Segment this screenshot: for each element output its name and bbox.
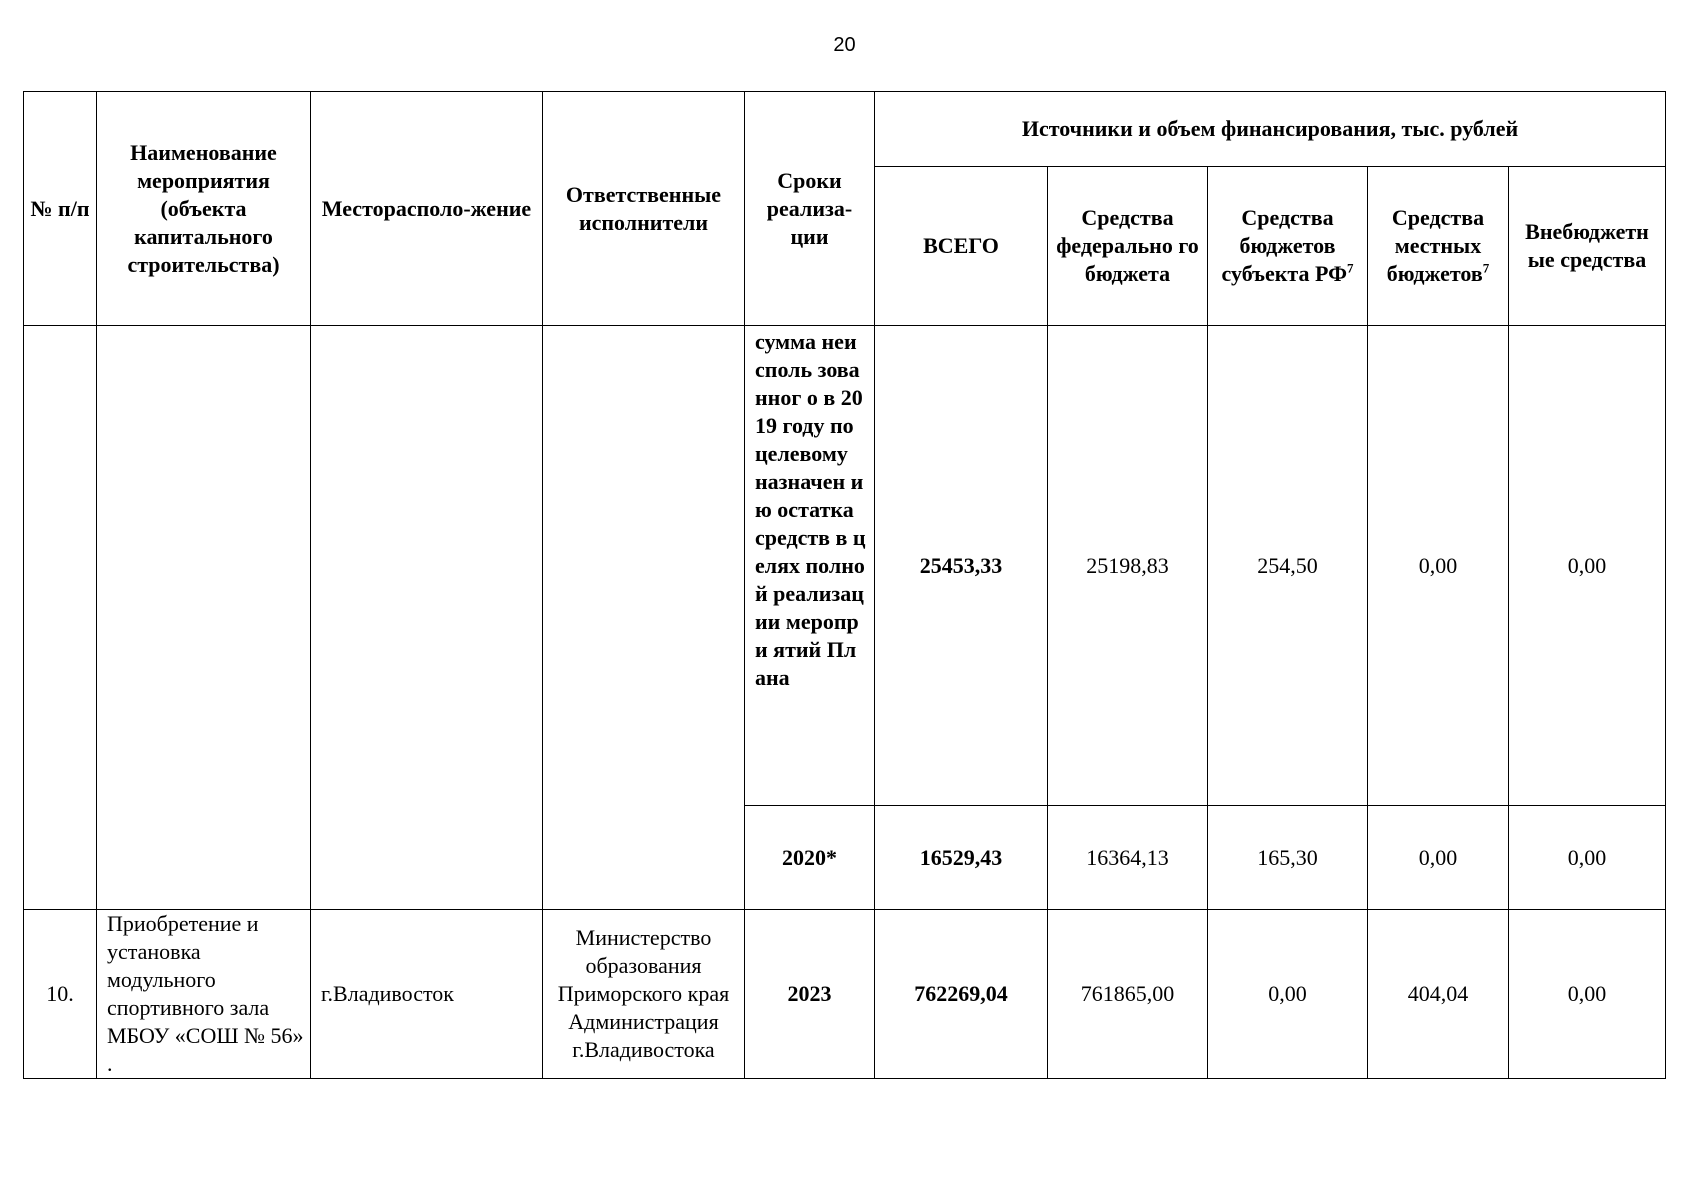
cell-local: 0,00 (1368, 806, 1509, 910)
header-local-label: Средства местных бюджетов (1386, 205, 1485, 286)
header-period: Сроки реализа-ции (745, 92, 875, 326)
header-location: Месторасполо-жение (311, 92, 543, 326)
cell-total: 25453,33 (875, 326, 1048, 806)
header-funding-group: Источники и объем финансирования, тыс. рублей (875, 92, 1666, 167)
header-name: Наименование мероприятия (объекта капитального строительства) (97, 92, 311, 326)
cell-local: 0,00 (1368, 326, 1509, 806)
cell-period: 2023 (745, 910, 875, 1079)
cell-offbudget: 0,00 (1509, 326, 1666, 806)
cell-responsible: Министерство образования Приморского края Администрация г.Владивостока (543, 910, 745, 1079)
header-num: № п/п (24, 92, 97, 326)
page-number: 20 (833, 34, 856, 56)
cell-federal: 761865,00 (1048, 910, 1208, 1079)
cell-responsible (543, 326, 745, 910)
cell-period: сумма неисполь зованног о в 2019 году по целевому назначен ию остатка средств в целях полной реализац ии меропри ятий Плана (745, 326, 875, 806)
funding-table (23, 91, 1666, 1079)
cell-name (97, 326, 311, 910)
cell-regional: 0,00 (1208, 910, 1368, 1079)
header-local (1368, 167, 1509, 326)
footnote-ref: 7 (1482, 260, 1490, 276)
cell-num: 10. (24, 910, 97, 1079)
header-regional-label: Средства бюджетов субъекта РФ (1221, 205, 1347, 286)
header-row-1 (24, 92, 1666, 167)
cell-offbudget: 0,00 (1509, 910, 1666, 1079)
header-regional (1208, 167, 1368, 326)
cell-num (24, 326, 97, 910)
cell-regional: 165,30 (1208, 806, 1368, 910)
cell-federal: 16364,13 (1048, 806, 1208, 910)
cell-regional: 254,50 (1208, 326, 1368, 806)
cell-offbudget: 0,00 (1509, 806, 1666, 910)
cell-location (311, 326, 543, 910)
header-federal: Средства федерально го бюджета (1048, 167, 1208, 326)
table-row (24, 910, 1666, 1079)
table-row (24, 326, 1666, 806)
header-total: ВСЕГО (875, 167, 1048, 326)
cell-name: Приобретение и установка модульного спортивного зала МБОУ «СОШ № 56» . (97, 910, 311, 1079)
cell-period: 2020* (745, 806, 875, 910)
header-offbudget: Внебюджетн ые средства (1509, 167, 1666, 326)
cell-location: г.Владивосток (311, 910, 543, 1079)
cell-total: 762269,04 (875, 910, 1048, 1079)
cell-federal: 25198,83 (1048, 326, 1208, 806)
cell-total: 16529,43 (875, 806, 1048, 910)
header-responsible: Ответственные исполнители (543, 92, 745, 326)
cell-local: 404,04 (1368, 910, 1509, 1079)
footnote-ref: 7 (1346, 260, 1354, 276)
